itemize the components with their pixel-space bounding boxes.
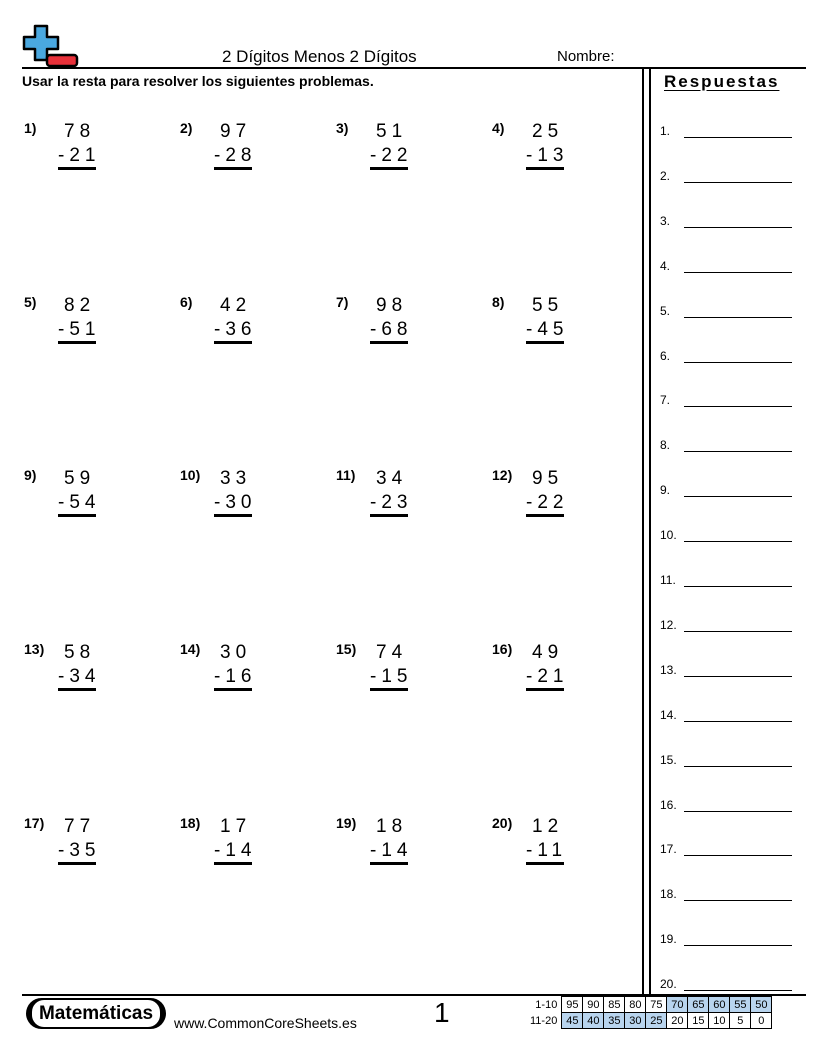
answer-number: 18. (660, 887, 677, 902)
minuend: 17 (220, 816, 252, 837)
score-cell: 10 (709, 1013, 730, 1029)
answer-number: 8. (660, 438, 671, 453)
plus-minus-icon (22, 24, 80, 68)
problem (336, 294, 446, 354)
answer-number: 3. (660, 213, 671, 228)
subtrahend: -21 (526, 666, 569, 687)
subtrahend: -54 (58, 492, 101, 513)
problem (24, 120, 134, 180)
answer-number: 4. (660, 258, 671, 273)
minuend: 33 (220, 468, 252, 489)
problem-number: 16) (492, 641, 513, 657)
score-cell: 85 (604, 997, 625, 1013)
answer-line[interactable] (684, 272, 792, 273)
minuend: 77 (64, 816, 96, 837)
minuend: 95 (532, 468, 564, 489)
answer-line[interactable] (684, 676, 792, 677)
answer-row (660, 259, 792, 279)
answer-row (660, 753, 792, 773)
problem-number: 15) (336, 641, 357, 657)
problem (492, 641, 602, 701)
page-number: 1 (434, 997, 450, 1028)
answer-number: 19. (660, 932, 677, 947)
score-cell: 60 (709, 997, 730, 1013)
instructions: Usar la resta para resolver los siguientes problemas. (22, 73, 374, 89)
answer-row (660, 932, 792, 952)
answer-line[interactable] (684, 811, 792, 812)
subtrahend: -36 (214, 319, 257, 340)
answer-row (660, 169, 792, 189)
problem (180, 467, 290, 527)
minuend: 49 (532, 642, 564, 663)
subtrahend: -30 (214, 492, 257, 513)
answer-line[interactable] (684, 900, 792, 901)
subtrahend: -15 (370, 666, 413, 687)
answer-bar (370, 341, 408, 344)
answer-bar (214, 341, 252, 344)
subtrahend: -28 (214, 145, 257, 166)
problem-number: 17) (24, 815, 45, 831)
problem-number: 1) (24, 120, 37, 136)
minuend: 74 (376, 642, 408, 663)
answer-row (660, 528, 792, 548)
answer-bar (58, 341, 96, 344)
problem-number: 11) (336, 467, 356, 483)
problem-number: 4) (492, 120, 505, 136)
answer-row (660, 349, 792, 369)
score-cell: 25 (646, 1013, 667, 1029)
subtrahend: -14 (370, 840, 413, 861)
answer-bar (214, 514, 252, 517)
answer-row (660, 573, 792, 593)
answer-row (660, 438, 792, 458)
answer-bar (370, 167, 408, 170)
answer-bar (214, 688, 252, 691)
answer-line[interactable] (684, 541, 792, 542)
answer-line[interactable] (684, 137, 792, 138)
problem-number: 12) (492, 467, 513, 483)
problem-number: 3) (336, 120, 349, 136)
problem (492, 294, 602, 354)
answer-bar (58, 167, 96, 170)
score-table (530, 996, 772, 1029)
score-cell: 70 (667, 997, 688, 1013)
score-row (530, 1013, 772, 1029)
minuend: 12 (532, 816, 564, 837)
problem-number: 9) (24, 467, 37, 483)
subtrahend: -51 (58, 319, 101, 340)
answer-bar (526, 167, 564, 170)
score-cell: 5 (730, 1013, 751, 1029)
answer-line[interactable] (684, 990, 792, 991)
answer-line[interactable] (684, 945, 792, 946)
minuend: 51 (376, 121, 408, 142)
score-range: 11-20 (530, 1014, 558, 1027)
answer-number: 6. (660, 348, 671, 363)
answer-bar (526, 688, 564, 691)
answer-number: 7. (660, 393, 671, 408)
problem (492, 467, 602, 527)
answer-number: 13. (660, 662, 677, 677)
score-cell: 50 (751, 997, 772, 1013)
answer-number: 1. (660, 124, 671, 138)
minuend: 34 (376, 468, 408, 489)
score-row (530, 997, 772, 1013)
problem (180, 815, 290, 875)
answer-number: 9. (660, 483, 671, 498)
answer-bar (370, 862, 408, 865)
subtrahend: -13 (526, 145, 569, 166)
name-label: Nombre: (557, 48, 615, 65)
problem-number: 8) (492, 294, 505, 310)
answer-row (660, 887, 792, 907)
answer-line[interactable] (684, 586, 792, 587)
answer-line[interactable] (684, 451, 792, 452)
answer-line[interactable] (684, 182, 792, 183)
minuend: 55 (532, 295, 564, 316)
answer-bar (214, 167, 252, 170)
answer-row (660, 663, 792, 683)
subtrahend: -22 (370, 145, 413, 166)
answer-bar (58, 514, 96, 517)
answer-row (660, 842, 792, 862)
problem (492, 815, 602, 875)
header-divider (22, 67, 806, 69)
answer-number: 16. (660, 797, 677, 812)
subtrahend: -14 (214, 840, 257, 861)
answers-title: Respuestas (664, 72, 780, 91)
problem (336, 641, 446, 701)
problem-number: 18) (180, 815, 201, 831)
website-link[interactable]: www.CommonCoreSheets.es (174, 1015, 357, 1031)
answer-row (660, 483, 792, 503)
score-cell: 35 (604, 1013, 625, 1029)
problem-number: 14) (180, 641, 201, 657)
score-cell: 45 (562, 1013, 583, 1029)
minuend: 98 (376, 295, 408, 316)
answer-number: 12. (660, 617, 677, 632)
brand-logo (26, 998, 166, 1029)
problem-number: 13) (24, 641, 45, 657)
answer-line[interactable] (684, 631, 792, 632)
problem (24, 294, 134, 354)
answer-number: 14. (660, 707, 677, 722)
score-cell: 15 (688, 1013, 709, 1029)
answer-bar (214, 862, 252, 865)
problem-number: 19) (336, 815, 357, 831)
answer-row (660, 393, 792, 413)
problem (336, 467, 446, 527)
problem (24, 815, 134, 875)
worksheet-title: 2 Dígitos Menos 2 Dígitos (222, 47, 417, 66)
minuend: 30 (220, 642, 252, 663)
score-cell: 65 (688, 997, 709, 1013)
answer-line[interactable] (684, 855, 792, 856)
minuend: 58 (64, 642, 96, 663)
problem (336, 815, 446, 875)
problem-number: 6) (180, 294, 193, 310)
problem-number: 2) (180, 120, 193, 136)
score-cell: 90 (583, 997, 604, 1013)
problem (24, 467, 134, 527)
problem (180, 120, 290, 180)
problem-number: 7) (336, 294, 349, 310)
score-cell: 30 (625, 1013, 646, 1029)
problem (492, 120, 602, 180)
minuend: 42 (220, 295, 252, 316)
answer-row (660, 304, 792, 324)
answer-number: 5. (660, 303, 671, 318)
problem (24, 641, 134, 701)
score-cell: 95 (562, 997, 583, 1013)
subtrahend: -23 (370, 492, 413, 513)
problem (180, 294, 290, 354)
score-cell: 80 (625, 997, 646, 1013)
problem-number: 5) (24, 294, 37, 310)
subtrahend: -11 (526, 840, 568, 861)
answer-bar (58, 862, 96, 865)
answer-line[interactable] (684, 406, 792, 407)
answer-number: 15. (660, 752, 677, 767)
subtrahend: -16 (214, 666, 257, 687)
answer-number: 10. (660, 528, 677, 543)
minuend: 82 (64, 295, 96, 316)
answer-line[interactable] (684, 317, 792, 318)
answer-bar (58, 688, 96, 691)
subtrahend: -68 (370, 319, 413, 340)
column-divider (649, 67, 651, 994)
subtrahend: -34 (58, 666, 101, 687)
answer-bar (370, 514, 408, 517)
minuend: 97 (220, 121, 252, 142)
minuend: 18 (376, 816, 408, 837)
answer-line[interactable] (684, 227, 792, 228)
brand-label: Matemáticas (32, 1000, 160, 1027)
answer-row (660, 618, 792, 638)
score-range: 1-10 (535, 998, 558, 1011)
answer-bar (370, 688, 408, 691)
subtrahend: -45 (526, 319, 569, 340)
column-divider (642, 67, 644, 994)
minuend: 59 (64, 468, 96, 489)
score-cell: 40 (583, 1013, 604, 1029)
answer-bar (526, 862, 564, 865)
answer-line[interactable] (684, 721, 792, 722)
score-cell: 55 (730, 997, 751, 1013)
answer-number: 20. (660, 977, 677, 992)
subtrahend: -22 (526, 492, 569, 513)
answer-number: 17. (660, 842, 677, 857)
answer-line[interactable] (684, 766, 792, 767)
problem (336, 120, 446, 180)
subtrahend: -35 (58, 840, 101, 861)
answer-number: 2. (660, 168, 671, 183)
answer-line[interactable] (684, 362, 792, 363)
answer-row (660, 798, 792, 818)
answer-row (660, 708, 792, 728)
answer-bar (526, 341, 564, 344)
problem-number: 10) (180, 467, 201, 483)
minuend: 25 (532, 121, 564, 142)
minuend: 78 (64, 121, 96, 142)
score-cell: 20 (667, 1013, 688, 1029)
score-cell: 0 (751, 1013, 772, 1029)
answer-row (660, 214, 792, 234)
answer-row (660, 124, 792, 144)
answer-number: 11. (660, 573, 676, 587)
score-cell: 75 (646, 997, 667, 1013)
answer-line[interactable] (684, 496, 792, 497)
problem (180, 641, 290, 701)
answer-bar (526, 514, 564, 517)
subtrahend: -21 (58, 145, 101, 166)
problem-number: 20) (492, 815, 513, 831)
